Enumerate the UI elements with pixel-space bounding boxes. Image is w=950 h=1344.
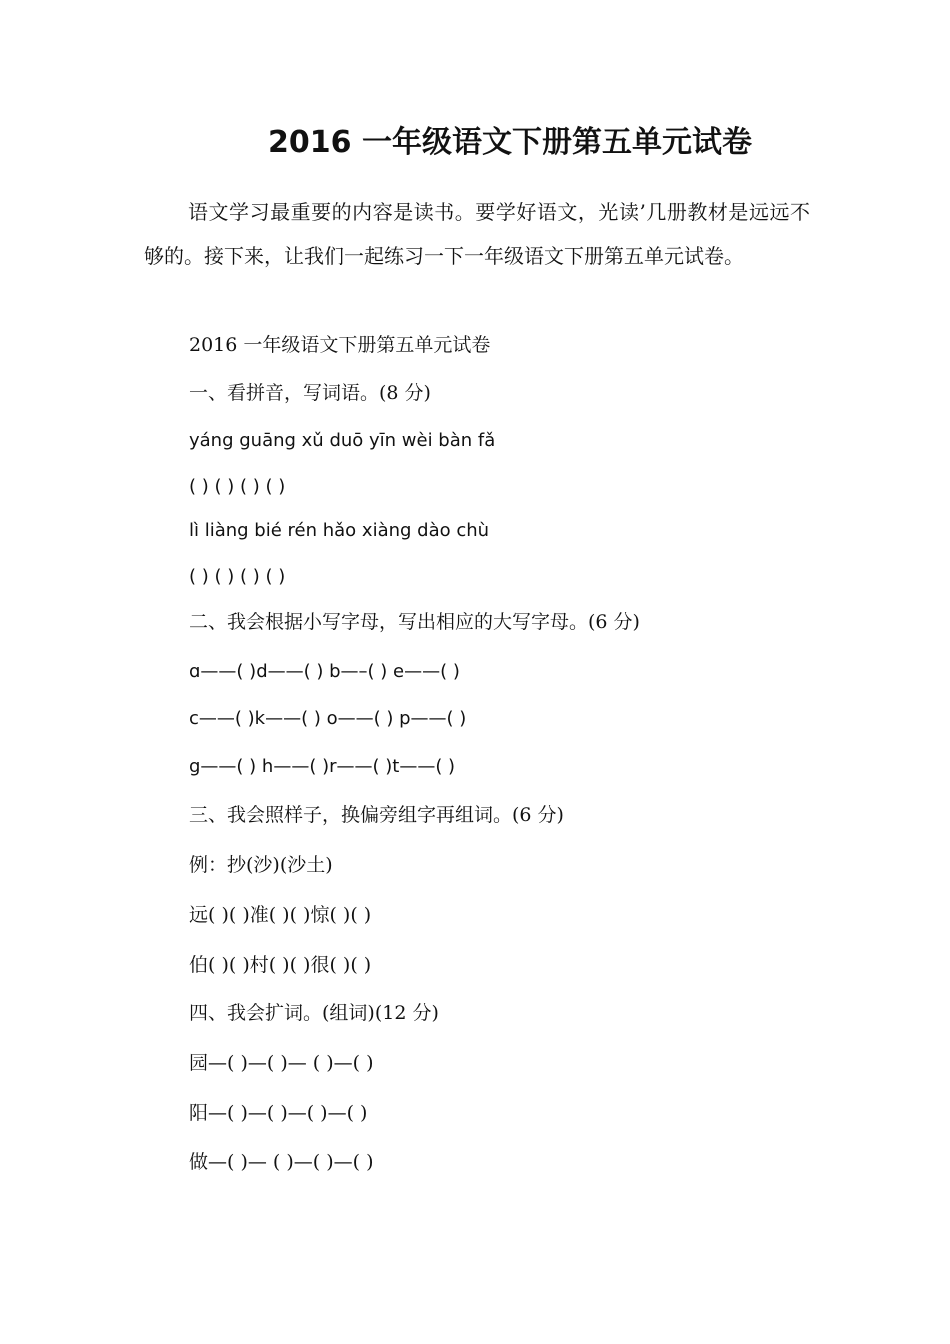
document-title: 2016 一年级语文下册第五单元试卷	[268, 125, 752, 160]
blank-line-2: ( ) ( ) ( ) ( )	[189, 566, 286, 587]
section-4-heading: 四、我会扩词。(组词)(12 分)	[189, 1002, 439, 1024]
expand-line-3: 做—( )— ( )—( )—( )	[189, 1151, 374, 1173]
intro-paragraph: 语文学习最重要的内容是读书。要学好语文，光读’几册教材是远远不够的。接下来，让我们一起练习一下一年级语文下册第五单元试卷。	[144, 200, 810, 268]
letter-line-2: c——( )k——( ) o——( ) p——( )	[189, 708, 467, 729]
radical-line-1: 远( )( )准( )( )惊( )( )	[189, 904, 372, 926]
section-2-heading: 二、我会根据小写字母，写出相应的大写字母。(6 分)	[189, 611, 640, 633]
section-3-heading: 三、我会照样子，换偏旁组字再组词。(6 分)	[189, 804, 564, 826]
expand-line-1: 园—( )—( )— ( )—( )	[189, 1052, 374, 1074]
letter-line-3: g——( ) h——( )r——( )t——( )	[189, 756, 456, 777]
blank-line-1: ( ) ( ) ( ) ( )	[189, 476, 286, 497]
example-line: 例：抄(沙)(沙土)	[189, 854, 333, 876]
expand-line-2: 阳—( )—( )—( )—( )	[189, 1102, 368, 1124]
letter-line-1: ɑ——( )d——( ) b—–( ) e——( )	[189, 661, 460, 682]
section-1-heading: 一、看拼音，写词语。(8 分)	[189, 382, 431, 404]
pinyin-line-1: yáng guāng xǔ duō yīn wèi bàn fǎ	[189, 430, 496, 451]
radical-line-2: 伯( )( )村( )( )很( )( )	[189, 954, 372, 976]
subtitle-line: 2016 一年级语文下册第五单元试卷	[189, 334, 491, 356]
pinyin-line-2: lì liàng bié rén hǎo xiàng dào chù	[189, 520, 490, 541]
